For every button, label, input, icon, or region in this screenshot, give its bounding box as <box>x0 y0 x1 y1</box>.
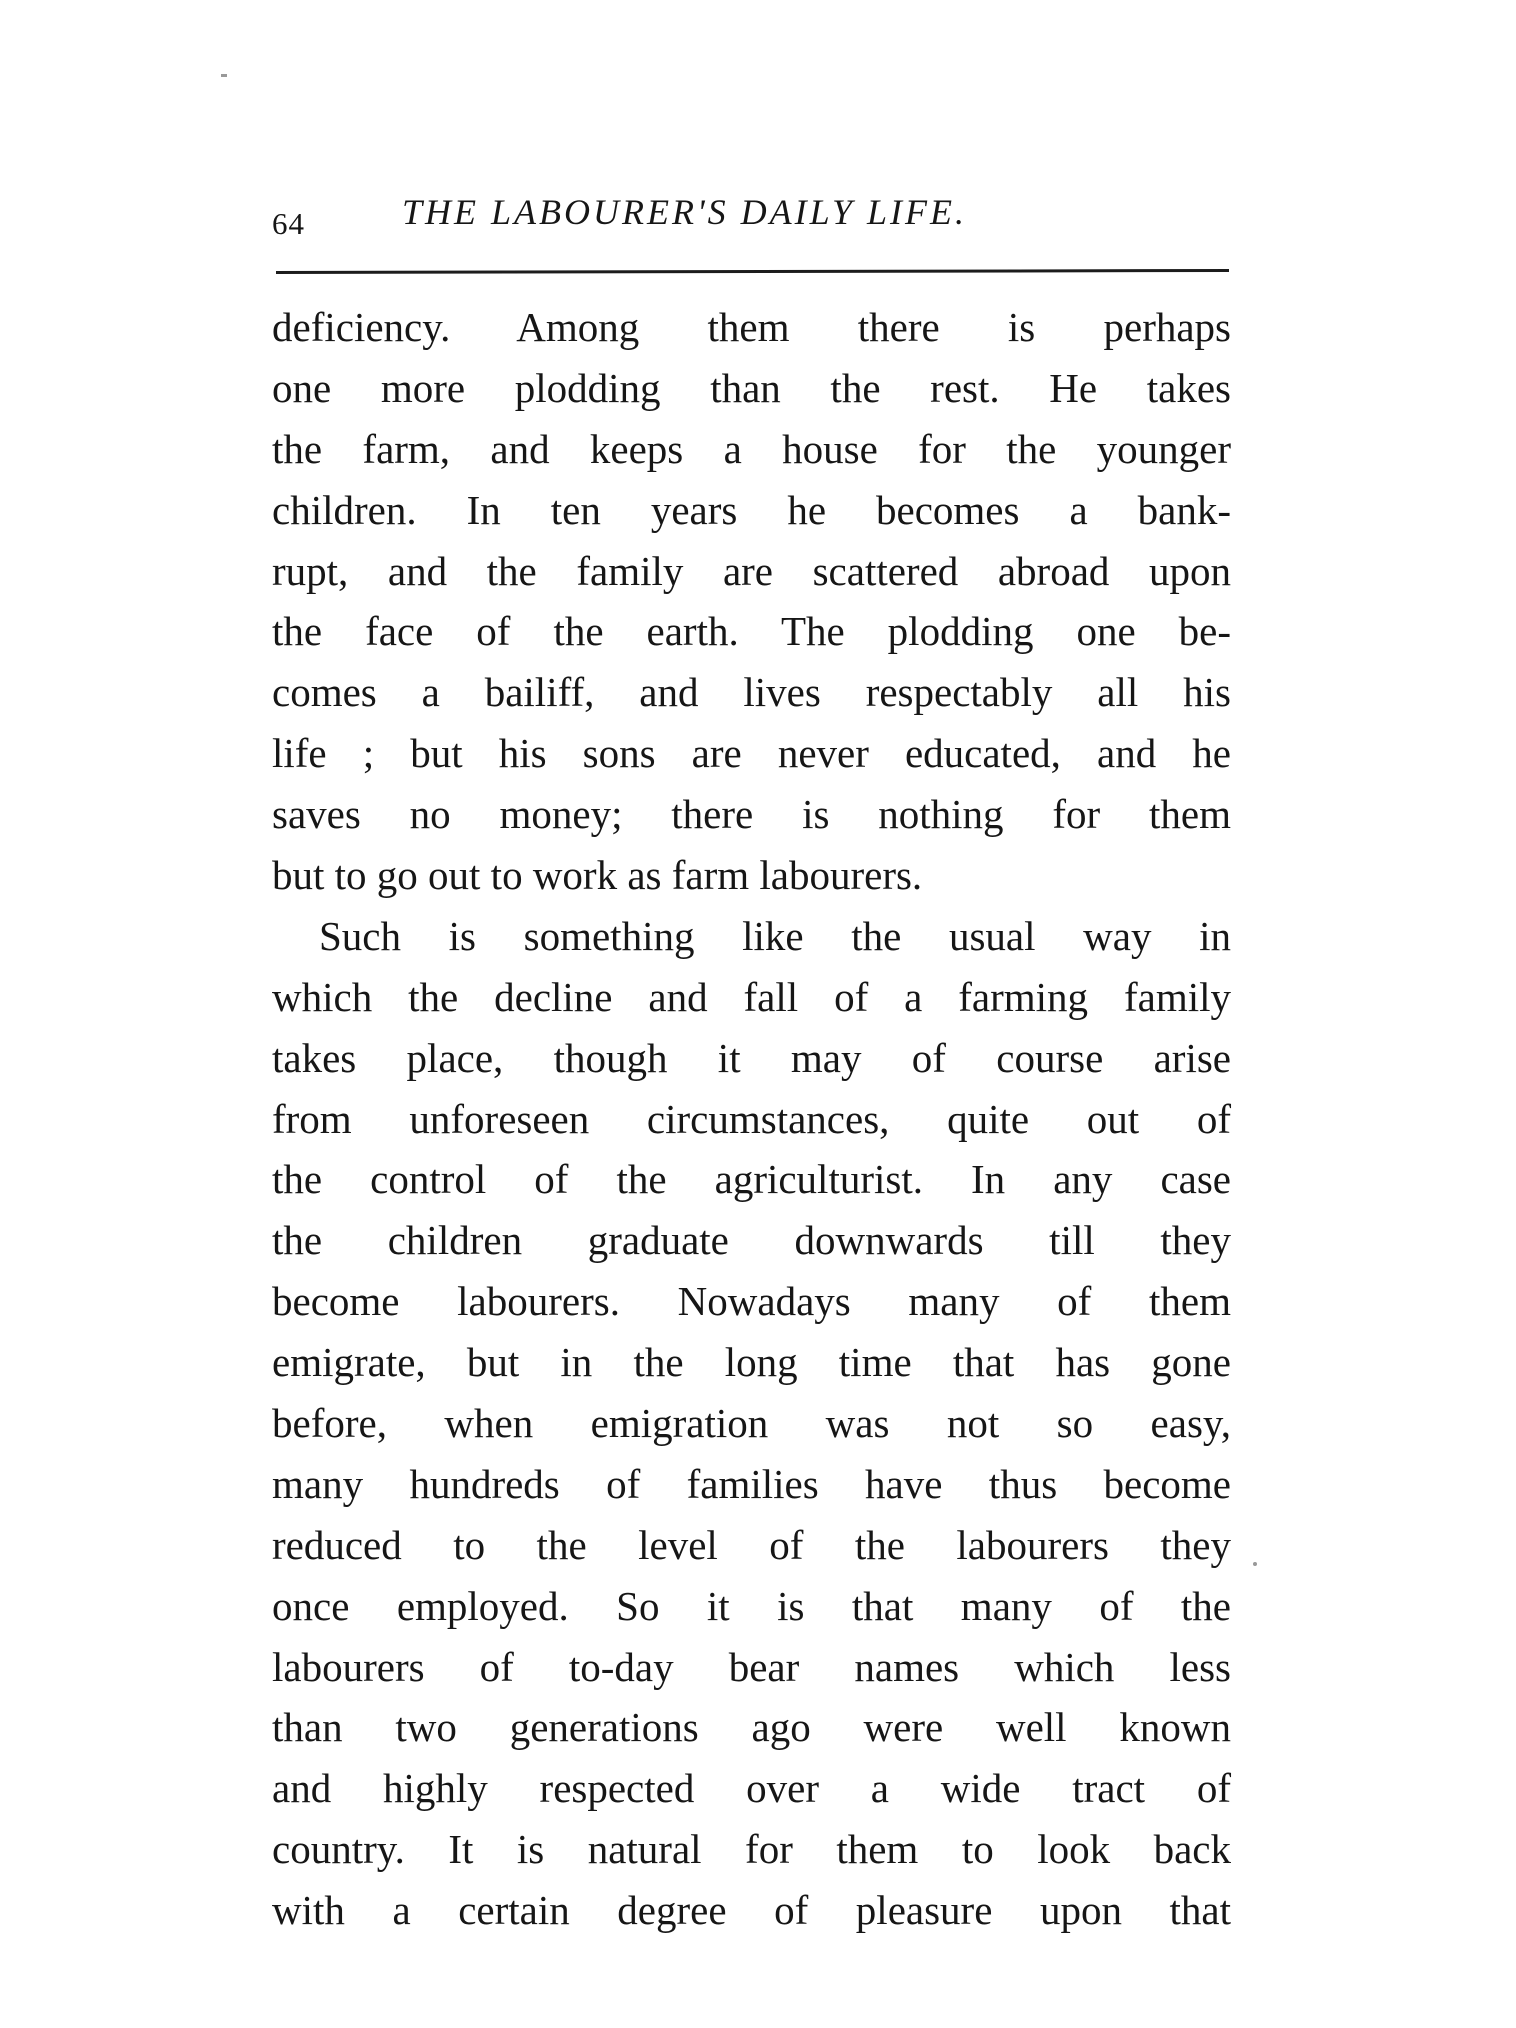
text-line: the control of the agriculturist. In any case <box>272 1156 1231 1203</box>
text-line: reduced to the level of the labourers they <box>272 1521 1231 1568</box>
text-line: deficiency. Among them there is perhaps <box>272 304 1231 350</box>
text-line: which the decline and fall of a farming family <box>272 973 1231 1020</box>
scan-speck-top <box>221 74 227 77</box>
running-header <box>272 188 1232 248</box>
text-line: and highly respected over a wide tract of <box>272 1765 1231 1812</box>
header-rule <box>276 269 1229 274</box>
text-line: before, when emigration was not so easy, <box>272 1400 1231 1447</box>
text-line: become labourers. Nowadays many of them <box>272 1278 1231 1325</box>
text-line: from unforeseen circumstances, quite out of <box>272 1095 1231 1142</box>
text-line: one more plodding than the rest. He takes <box>272 364 1231 411</box>
text-line: comes a bailiff, and lives respectably all his <box>272 669 1231 716</box>
text-line: country. It is natural for them to look back <box>272 1826 1231 1873</box>
text-line: once employed. So it is that many of the <box>272 1582 1231 1629</box>
page-number: 64 <box>272 206 305 241</box>
running-title: THE LABOURER'S DAILY LIFE. <box>402 192 967 232</box>
text-line: with a certain degree of pleasure upon that <box>272 1887 1231 1934</box>
text-line: saves no money; there is nothing for them <box>272 791 1231 838</box>
text-line: takes place, though it may of course arise <box>272 1034 1231 1081</box>
paragraph-2 <box>272 906 1231 1941</box>
text-line: rupt, and the family are scattered abroad upon <box>272 547 1231 594</box>
text-line: emigrate, but in the long time that has gone <box>272 1339 1231 1386</box>
text-line: children. In ten years he becomes a bank- <box>272 486 1231 533</box>
scan-speck-right <box>1253 1562 1257 1566</box>
text-line: but to go out to work as farm labourers. <box>272 852 923 899</box>
text-line: the face of the earth. The plodding one be- <box>272 608 1231 655</box>
paragraph-1 <box>272 297 1231 906</box>
text-line: the children graduate downwards till they <box>272 1217 1231 1264</box>
text-line: the farm, and keeps a house for the younger <box>272 425 1231 472</box>
text-line: labourers of to-day bear names which less <box>272 1643 1231 1690</box>
body-text <box>272 297 1231 1941</box>
text-line: many hundreds of families have thus become <box>272 1460 1231 1507</box>
text-line: Such is something like the usual way in <box>319 912 1231 959</box>
text-line: than two generations ago were well known <box>272 1704 1231 1751</box>
text-line: life ; but his sons are never educated, and he <box>272 730 1231 777</box>
